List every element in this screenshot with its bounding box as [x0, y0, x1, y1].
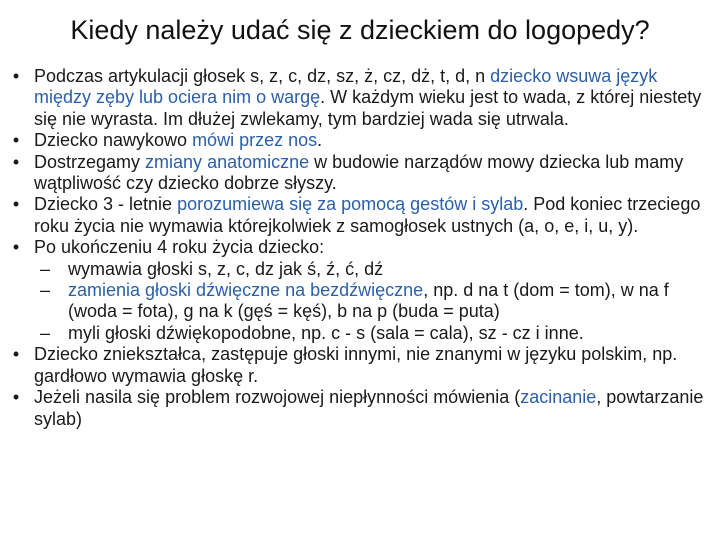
list-item [6, 152, 714, 195]
bullet-list [6, 66, 714, 430]
bullet-icon: • [12, 130, 20, 151]
list-item [6, 66, 714, 130]
item-text: Dziecko zniekształca, zastępuje głoski innymi, nie znanymi w języku polskim, np. gardłowo wymawia głoskę r. [34, 344, 678, 386]
item-highlight: zamienia głoski dźwięczne na bezdźwięczne [68, 280, 424, 301]
item-highlight: dziecko wsuwa język między zęby lub ociera nim o wargę [34, 66, 658, 108]
item-text: . W każdym wieku jest to wada, z której niestety się nie wyrasta. Im dłużej zwlekamy, tym bardziej wada się utrwala. [34, 87, 702, 129]
bullet-icon: • [12, 194, 20, 215]
sub-list-item [6, 259, 714, 280]
slide-title: Kiedy należy udać się z dzieckiem do logopedy? [70, 15, 650, 45]
item-text: Dziecko nawykowo [34, 130, 193, 151]
item-text: wymawia głoski s, z, c, dz jak ś, ź, ć, dź [68, 258, 384, 279]
item-highlight: zacinanie [520, 387, 597, 408]
item-text: , powtarzanie sylab) [34, 387, 704, 429]
list-item [6, 194, 714, 237]
item-text: Po ukończeniu 4 roku życia dziecko: [34, 237, 325, 258]
item-highlight: mówi przez nos [192, 130, 318, 151]
bullet-icon: • [12, 387, 20, 408]
item-text: Dziecko 3 - letnie [34, 194, 178, 215]
item-highlight: porozumiewa się za pomocą gestów i sylab [177, 194, 524, 215]
dash-icon: – [40, 322, 51, 343]
list-item [6, 130, 714, 151]
item-text: w budowie narządów mowy dziecka lub mamy wątpliwość czy dziecko dobrze słyszy. [34, 151, 684, 194]
item-text: Jeżeli nasila się problem rozwojowej niepłynności mówienia ( [34, 387, 521, 408]
bullet-icon: • [12, 344, 20, 365]
item-highlight: zmiany anatomiczne [145, 151, 310, 172]
item-text: myli głoski dźwiękopodobne, np. c - s (sala = cala), sz - cz i inne. [68, 322, 584, 343]
item-text: , np. d na t (dom = tom), w na f (woda = fota), g na k (gęś = kęś), b na p (buda = puta) [68, 280, 669, 322]
list-item [6, 387, 714, 430]
item-text: Podczas artykulacji głosek s, z, c, dz, sz, ż, cz, dż, t, d, n [34, 66, 491, 86]
item-text: . Pod koniec trzeciego roku życia nie wymawia którejkolwiek z samogłosek ustnych (a, o, e, i, u, y). [34, 194, 701, 236]
list-item [6, 237, 714, 258]
sub-list-item [6, 280, 714, 323]
item-text: . [317, 130, 323, 151]
bullet-icon: • [12, 151, 20, 172]
dash-icon: – [40, 258, 51, 279]
item-text: Dostrzegamy [34, 151, 146, 172]
list-item [6, 344, 714, 387]
dash-icon: – [40, 280, 51, 301]
bullet-icon: • [12, 66, 20, 86]
bullet-icon: • [12, 237, 20, 258]
sub-list-item [6, 323, 714, 344]
